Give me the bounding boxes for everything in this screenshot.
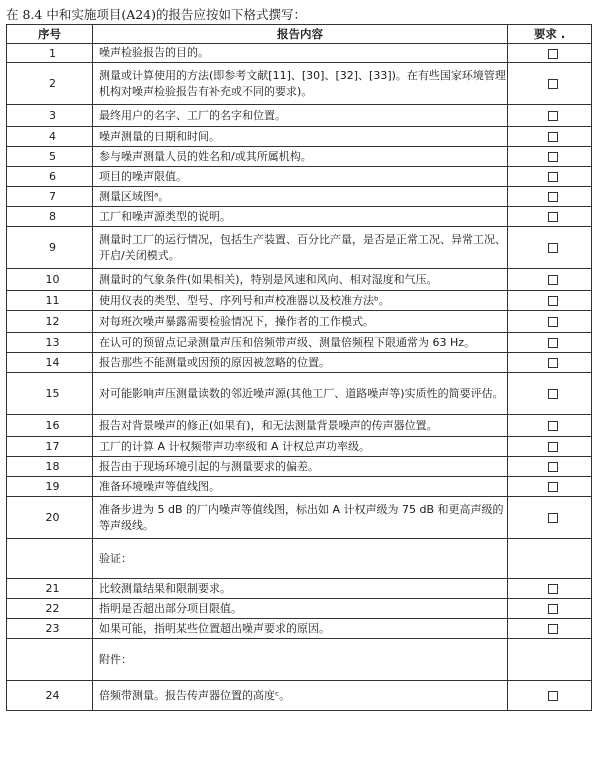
requirement-checkbox[interactable]: [548, 482, 558, 492]
row-requirement-cell: [508, 539, 592, 579]
requirement-checkbox[interactable]: [548, 513, 558, 523]
table-row: [7, 539, 592, 579]
row-number: 11: [7, 291, 93, 311]
row-requirement-cell: [508, 333, 592, 353]
row-requirement-cell: [508, 127, 592, 147]
row-number: 5: [7, 147, 93, 167]
row-content: 对每班次噪声暴露需要检验情况下，操作者的工作模式。: [93, 311, 508, 333]
row-requirement-cell: [508, 497, 592, 539]
requirement-checkbox[interactable]: [548, 389, 558, 399]
row-number: 8: [7, 207, 93, 227]
row-content: 比较测量结果和限制要求。: [93, 579, 508, 599]
row-requirement-cell: [508, 105, 592, 127]
row-requirement-cell: [508, 599, 592, 619]
row-number: 14: [7, 353, 93, 373]
requirement-checkbox[interactable]: [548, 243, 558, 253]
requirement-checkbox[interactable]: [548, 79, 558, 89]
row-number: 1: [7, 44, 93, 63]
requirement-checkbox[interactable]: [548, 317, 558, 327]
table-row: [7, 477, 592, 497]
header-content: 报告内容: [93, 25, 508, 44]
row-number: 17: [7, 437, 93, 457]
requirement-checkbox[interactable]: [548, 338, 558, 348]
row-number: 21: [7, 579, 93, 599]
row-requirement-cell: [508, 681, 592, 711]
row-number: 15: [7, 373, 93, 415]
intro-text: 在 8.4 中和实施项目(A24)的报告应按如下格式撰写：: [6, 7, 307, 22]
table-row: [7, 415, 592, 437]
row-content: 工厂和噪声源类型的说明。: [93, 207, 508, 227]
requirement-checkbox[interactable]: [548, 275, 558, 285]
row-content: 噪声测量的日期和时间。: [93, 127, 508, 147]
row-content: 使用仪表的类型、型号、序列号和声校准器以及校准方法ᵇ。: [93, 291, 508, 311]
table-row: [7, 457, 592, 477]
row-content: 工厂的计算 A 计权频带声功率级和 A 计权总声功率级。: [93, 437, 508, 457]
row-content: 测量时工厂的运行情况，包括生产装置、百分比产量，是否是正常工况、异常工况、开启/关闭模式。: [93, 227, 508, 269]
row-number: 10: [7, 269, 93, 291]
row-number: 16: [7, 415, 93, 437]
row-requirement-cell: [508, 639, 592, 681]
row-content: 测量区域图ᵃ。: [93, 187, 508, 207]
row-requirement-cell: [508, 437, 592, 457]
row-requirement-cell: [508, 269, 592, 291]
row-number: 24: [7, 681, 93, 711]
row-content: 项目的噪声限值。: [93, 167, 508, 187]
row-requirement-cell: [508, 63, 592, 105]
row-requirement-cell: [508, 619, 592, 639]
row-requirement-cell: [508, 44, 592, 63]
table-row: [7, 619, 592, 639]
row-requirement-cell: [508, 207, 592, 227]
row-number: 20: [7, 497, 93, 539]
table-row: [7, 187, 592, 207]
row-requirement-cell: [508, 187, 592, 207]
row-content: 测量或计算使用的方法(即参考文献[11]、[30]、[32]、[33])。在有些国家环境管理机构对噪声检验报告有补充或不同的要求)。: [93, 63, 508, 105]
row-number: 18: [7, 457, 93, 477]
row-number: 13: [7, 333, 93, 353]
row-content: 附件：: [93, 639, 508, 681]
table-row: [7, 291, 592, 311]
row-requirement-cell: [508, 415, 592, 437]
row-number: 4: [7, 127, 93, 147]
header-no: 序号: [7, 25, 93, 44]
table-row: [7, 497, 592, 539]
table-row: [7, 311, 592, 333]
requirement-checkbox[interactable]: [548, 192, 558, 202]
table-row: [7, 227, 592, 269]
requirement-checkbox[interactable]: [548, 462, 558, 472]
row-number: 22: [7, 599, 93, 619]
table-row: [7, 127, 592, 147]
table-row: [7, 105, 592, 127]
requirement-checkbox[interactable]: [548, 49, 558, 59]
row-requirement-cell: [508, 311, 592, 333]
row-number: [7, 639, 93, 681]
row-content: 噪声检验报告的目的。: [93, 44, 508, 63]
row-content: 倍频带测量。报告传声器位置的高度ᶜ。: [93, 681, 508, 711]
header-requirement: 要求 .: [508, 25, 592, 44]
row-requirement-cell: [508, 579, 592, 599]
row-number: 9: [7, 227, 93, 269]
table-row: [7, 599, 592, 619]
row-content: 准备环境噪声等值线图。: [93, 477, 508, 497]
row-requirement-cell: [508, 457, 592, 477]
row-content: 在认可的预留点记录测量声压和倍频带声级、测量倍频程下限通常为 63 Hz。: [93, 333, 508, 353]
requirement-checkbox[interactable]: [548, 691, 558, 701]
requirement-checkbox[interactable]: [548, 584, 558, 594]
row-content: 验证：: [93, 539, 508, 579]
row-content: 参与噪声测量人员的姓名和/或其所属机构。: [93, 147, 508, 167]
table-row: [7, 147, 592, 167]
row-content: 对可能影响声压测量读数的邻近噪声源(其他工厂、道路噪声等)实质性的简要评估。: [93, 373, 508, 415]
requirement-checkbox[interactable]: [548, 358, 558, 368]
requirement-checkbox[interactable]: [548, 132, 558, 142]
row-number: 6: [7, 167, 93, 187]
table-row: [7, 333, 592, 353]
table-row: [7, 579, 592, 599]
requirement-checkbox[interactable]: [548, 624, 558, 634]
row-content: 测量时的气象条件(如果相关)，特别是风速和风向、相对湿度和气压。: [93, 269, 508, 291]
table-row: [7, 639, 592, 681]
table-row: [7, 207, 592, 227]
table-row: [7, 373, 592, 415]
requirement-checkbox[interactable]: [548, 212, 558, 222]
row-number: 3: [7, 105, 93, 127]
row-number: 12: [7, 311, 93, 333]
requirement-checkbox[interactable]: [548, 604, 558, 614]
table-row: [7, 269, 592, 291]
table-row: [7, 681, 592, 711]
table-row: [7, 44, 592, 63]
row-requirement-cell: [508, 353, 592, 373]
row-number: 23: [7, 619, 93, 639]
requirement-checkbox[interactable]: [548, 152, 558, 162]
table-row: [7, 167, 592, 187]
row-content: 准备步进为 5 dB 的厂内噪声等值线图，标出如 A 计权声级为 75 dB 和更高声级的等声级线。: [93, 497, 508, 539]
row-content: 最终用户的名字、工厂的名字和位置。: [93, 105, 508, 127]
row-number: 2: [7, 63, 93, 105]
requirement-checkbox[interactable]: [548, 296, 558, 306]
report-requirements-table: [6, 24, 592, 711]
table-row: [7, 437, 592, 457]
row-number: 19: [7, 477, 93, 497]
row-requirement-cell: [508, 227, 592, 269]
row-requirement-cell: [508, 291, 592, 311]
row-content: 如果可能，指明某些位置超出噪声要求的原因。: [93, 619, 508, 639]
row-requirement-cell: [508, 147, 592, 167]
requirement-checkbox[interactable]: [548, 172, 558, 182]
requirement-checkbox[interactable]: [548, 111, 558, 121]
requirement-checkbox[interactable]: [548, 421, 558, 431]
table-row: [7, 353, 592, 373]
row-content: 报告由于现场环境引起的与测量要求的偏差。: [93, 457, 508, 477]
row-requirement-cell: [508, 477, 592, 497]
row-requirement-cell: [508, 373, 592, 415]
row-number: 7: [7, 187, 93, 207]
row-number: [7, 539, 93, 579]
row-requirement-cell: [508, 167, 592, 187]
table-header-row: [7, 25, 592, 44]
row-content: 报告对背景噪声的修正(如果有)，和无法测量背景噪声的传声器位置。: [93, 415, 508, 437]
row-content: 指明是否超出部分项目限值。: [93, 599, 508, 619]
row-content: 报告那些不能测量或因预的原因被忽略的位置。: [93, 353, 508, 373]
table-row: [7, 63, 592, 105]
requirement-checkbox[interactable]: [548, 442, 558, 452]
